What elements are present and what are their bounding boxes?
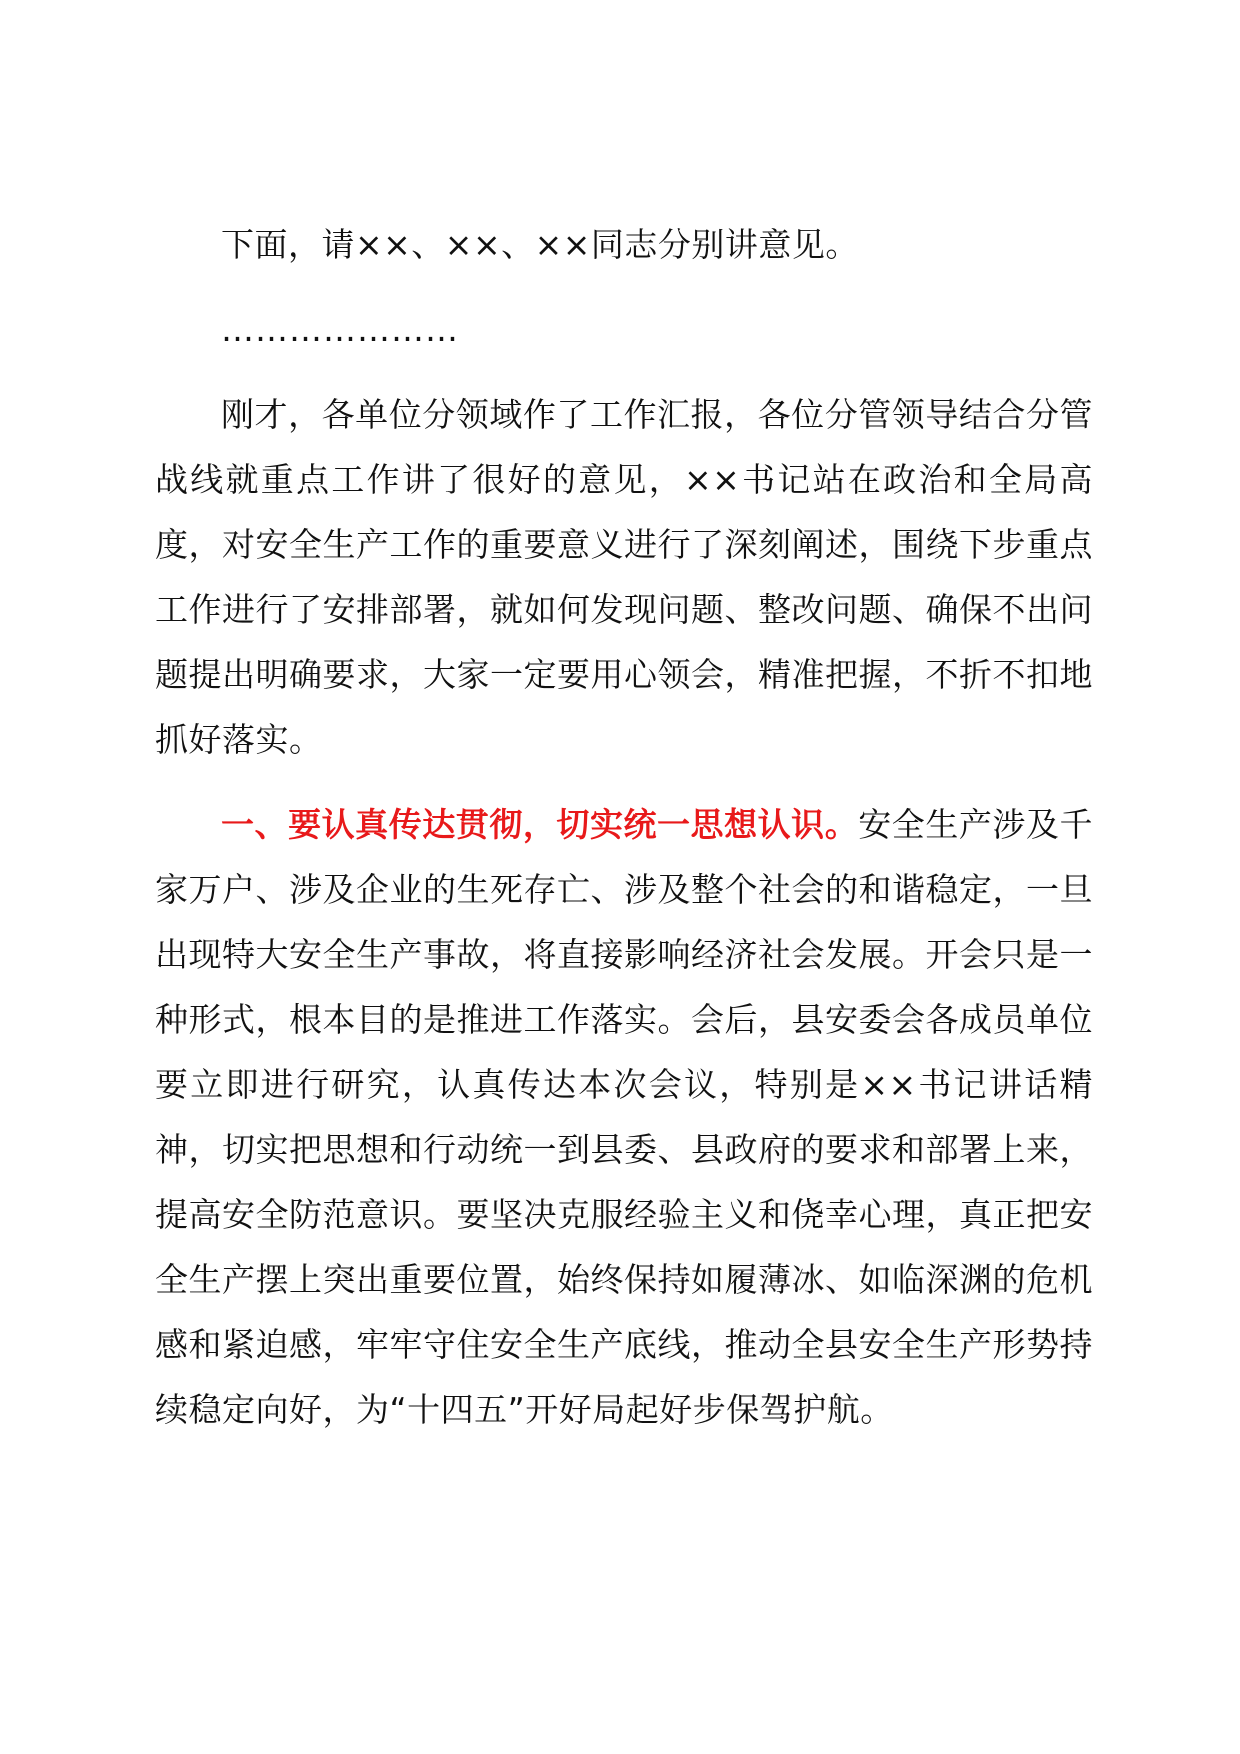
section-heading: 一、要认真传达贯彻，切实统一思想认识。 bbox=[221, 805, 859, 844]
paragraph-summary bbox=[155, 382, 1093, 772]
paragraph-text: 刚才，各单位分领域作了工作汇报，各位分管领导结合分管战线就重点工作讲了很好的意见，××书记站在政治和全局高度，对安全生产工作的重要意义进行了深刻阐述，围绕下步重点工作进行了安排部署，就如何发现问题、整改问题、确保不出问题提出明确要求，大家一定要用心领会，精准把握，不折不扣地抓好落实。 bbox=[155, 395, 1093, 759]
paragraph-text: 下面，请××、××、××同志分别讲意见。 bbox=[221, 225, 859, 264]
ellipsis-text: ………………… bbox=[221, 310, 459, 349]
paragraph-speaker-invite bbox=[155, 212, 1093, 277]
paragraph-ellipsis bbox=[155, 297, 1093, 362]
paragraph-text: 安全生产涉及千家万户、涉及企业的生死存亡、涉及整个社会的和谐稳定，一旦出现特大安全生产事故，将直接影响经济社会发展。开会只是一种形式，根本目的是推进工作落实。会后，县安委会各成员单位要立即进行研究，认真传达本次会议，特别是××书记讲话精神，切实把思想和行动统一到县委、县政府的要求和部署上来，提高安全防范意识。要坚决克服经验主义和侥幸心理，真正把安全生产摆上突出重要位置，始终保持如履薄冰、如临深渊的危机感和紧迫感，牢牢守住安全生产底线，推动全县安全生产形势持续稳定向好，为“十四五”开好局起好步保驾护航。 bbox=[155, 805, 1094, 1429]
document-body bbox=[155, 212, 1093, 1462]
paragraph-section-one bbox=[155, 792, 1093, 1442]
